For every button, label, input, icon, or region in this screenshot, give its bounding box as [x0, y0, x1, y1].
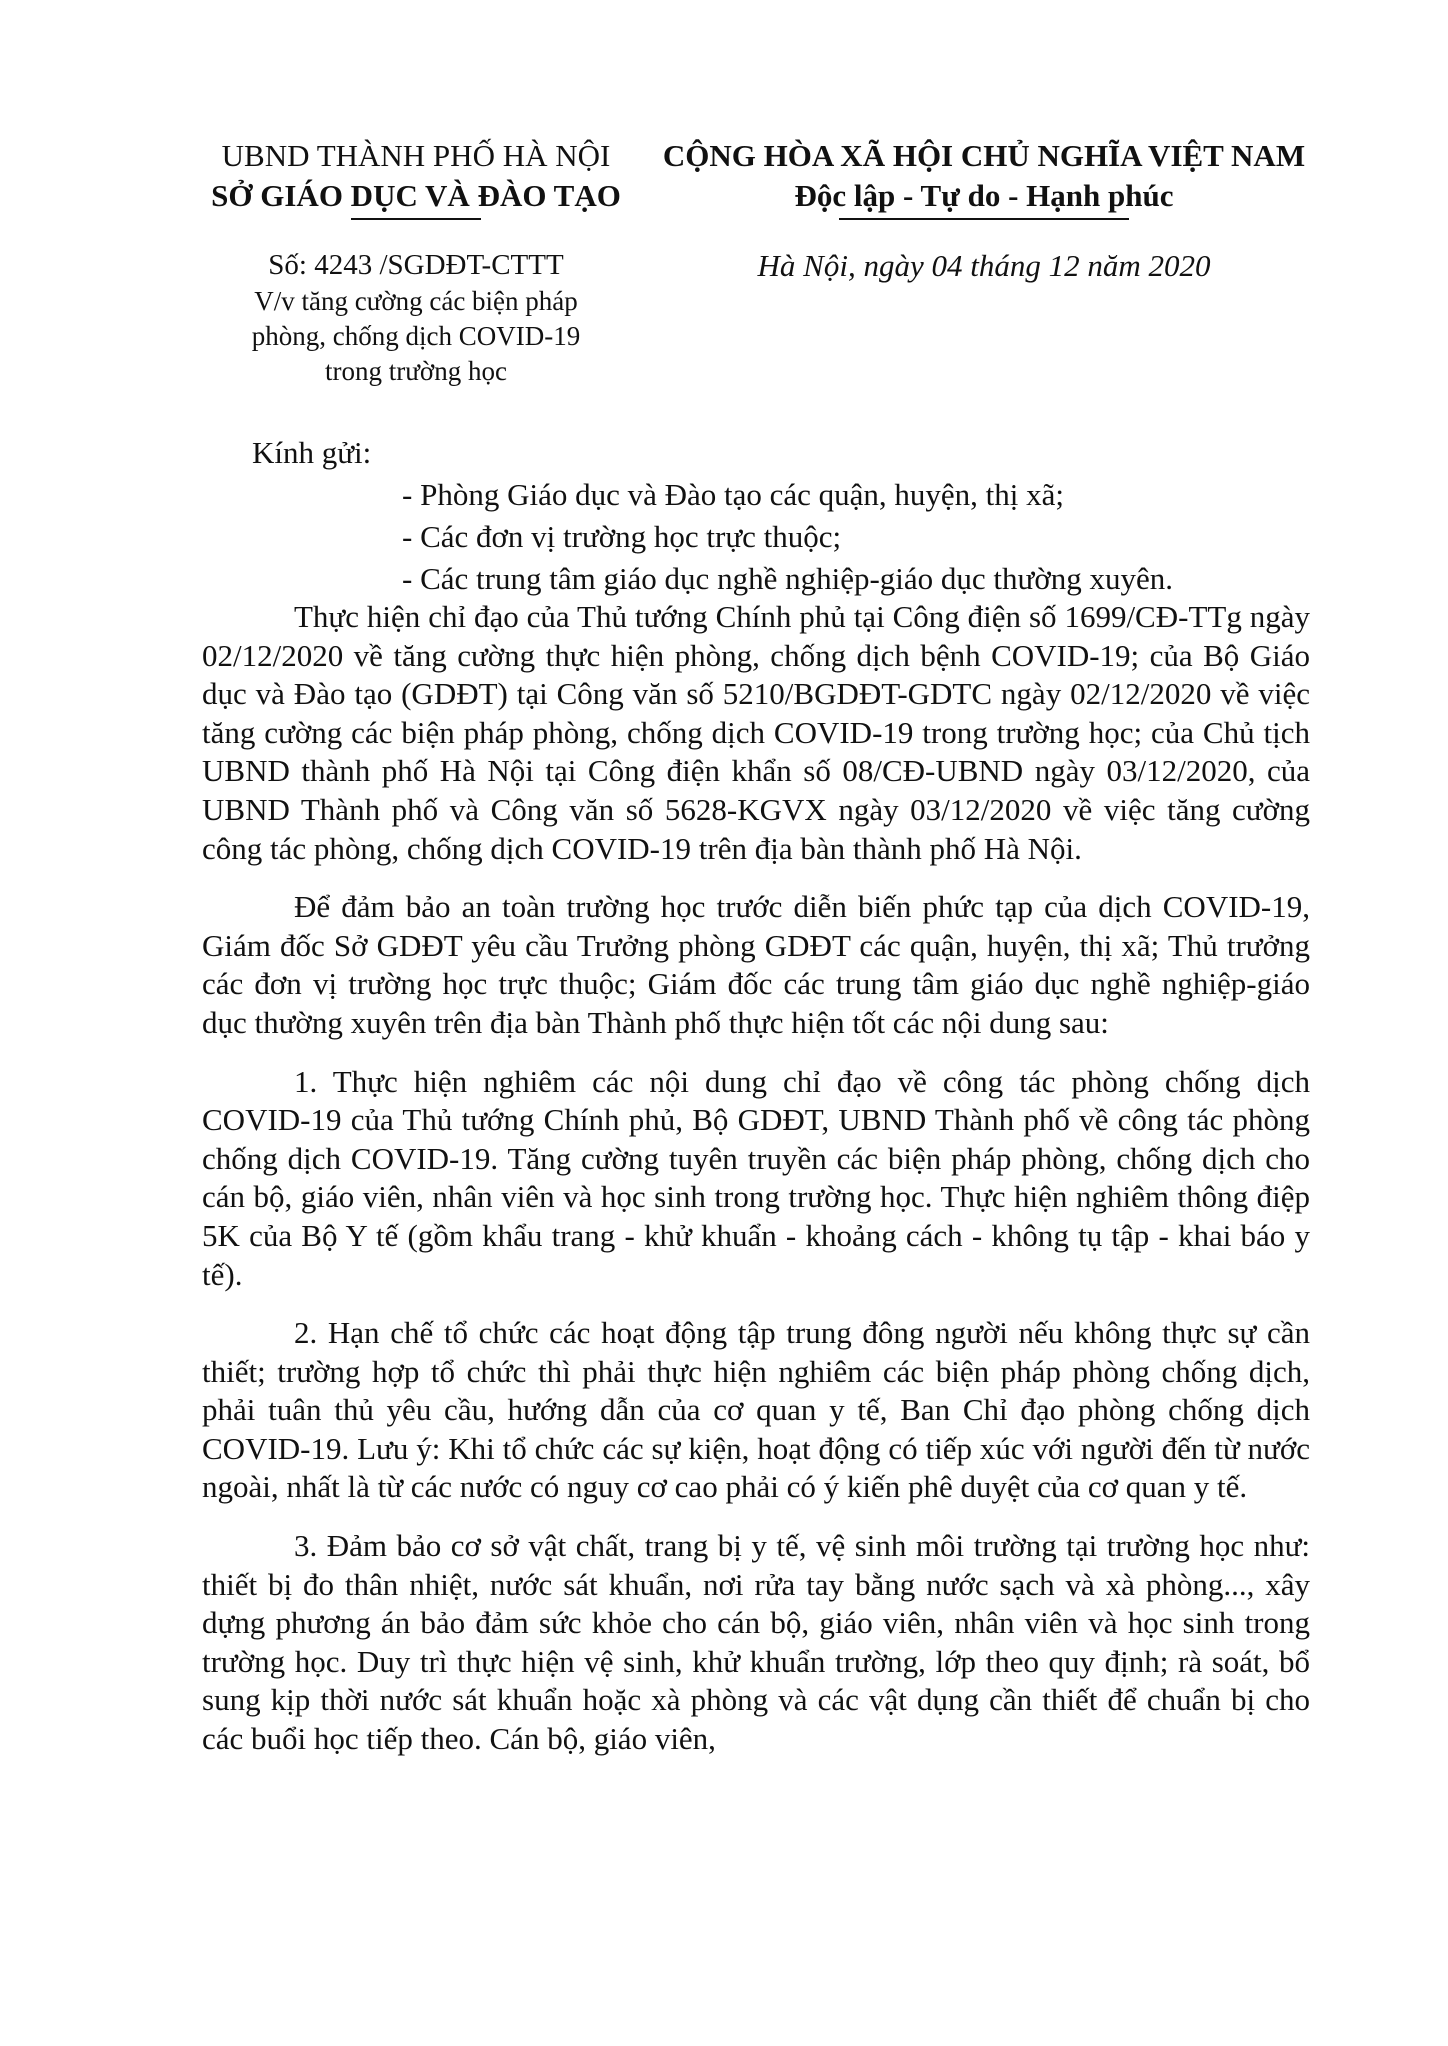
body-paragraph: 2. Hạn chế tổ chức các hoạt động tập trung đông người nếu không thực sự cần thiết; trường hợp tổ chức thì phải thực hiện nghiêm các biện pháp phòng chống dịch, phải tuân thủ yêu cầu, hướng dẫn của cơ quan y tế, Ban Chỉ đạo phòng chống dịch COVID-19. Lưu ý: Khi tổ chức các sự kiện, hoạt động có tiếp xúc với người đến từ nước ngoài, nhất là từ các nước có nguy cơ cao phải có ý kiến phê duyệt của cơ quan y tế. — [202, 1315, 1310, 1505]
motto-line-1: CỘNG HÒA XÃ HỘI CHỦ NGHĨA VIỆT NAM — [662, 138, 1306, 173]
recipient-item: - Các trung tâm giáo dục nghề nghiệp-giáo dục thường xuyên. — [402, 561, 1173, 596]
subject-line-1: V/v tăng cường các biện pháp — [254, 286, 578, 316]
issuing-authority — [196, 136, 636, 220]
motto-line-2: Độc lập - Tự do - Hạnh phúc — [794, 178, 1174, 213]
motto-underline — [839, 218, 1129, 220]
body-paragraph: Thực hiện chỉ đạo của Thủ tướng Chính phủ tại Công điện số 1699/CĐ-TTg ngày 02/12/2020 về tăng cường thực hiện phòng, chống dịch bệnh COVID-19; của Bộ Giáo dục và Đào tạo (GDĐT) tại Công văn số 5210/BGDĐT-GDTC ngày 02/12/2020 về việc tăng cường các biện pháp phòng, chống dịch COVID-19 trong trường học; của Chủ tịch UBND thành phố Hà Nội tại Công điện khẩn số 08/CĐ-UBND ngày 03/12/2020, của UBND Thành phố và Công văn số 5628-KGVX ngày 03/12/2020 về việc tăng cường công tác phòng, chống dịch COVID-19 trên địa bàn thành phố Hà Nội. — [202, 599, 1310, 866]
recipients-block — [252, 432, 1312, 600]
recipients-label: Kính gửi: — [252, 435, 372, 470]
document-body — [202, 598, 1310, 1779]
document-date: Hà Nội, ngày 04 tháng 12 năm 2020 — [757, 248, 1211, 283]
authority-line-1: UBND THÀNH PHỐ HÀ NỘI — [221, 138, 611, 173]
body-paragraph: 1. Thực hiện nghiêm các nội dung chỉ đạo về công tác phòng chống dịch COVID-19 của Thủ tướng Chính phủ, Bộ GDĐT, UBND Thành phố về công tác phòng chống dịch COVID-19. Tăng cường tuyên truyền các biện pháp phòng, chống dịch cho cán bộ, giáo viên, nhân viên và học sinh trong trường học. Thực hiện nghiêm thông điệp 5K của Bộ Y tế (gồm khẩu trang - khử khuẩn - khoảng cách - không tụ tập - khai báo y tế). — [202, 1063, 1310, 1292]
recipient-item: - Các đơn vị trường học trực thuộc; — [402, 519, 842, 554]
body-paragraph: 3. Đảm bảo cơ sở vật chất, trang bị y tế, vệ sinh môi trường tại trường học như: thiết bị đo thân nhiệt, nước sát khuẩn, nơi rửa tay bằng nước sạch và xà phòng..., xây dựng phương án bảo đảm sức khỏe cho cán bộ, giáo viên, nhân viên và học sinh trong trường học. Duy trì thực hiện vệ sinh, khử khuẩn trường, lớp theo quy định; rà soát, bổ sung kịp thời nước sát khuẩn hoặc xà phòng và các vật dụng cần thiết để chuẩn bị cho các buổi học tiếp theo. Cán bộ, giáo viên, — [202, 1528, 1310, 1757]
subject-line-3: trong trường học — [325, 356, 507, 386]
document-reference — [196, 246, 636, 389]
document-number: Số: 4243 /SGDĐT-CTTT — [268, 249, 564, 281]
national-motto — [648, 136, 1320, 220]
recipient-item: - Phòng Giáo dục và Đào tạo các quận, huyện, thị xã; — [402, 477, 1065, 512]
authority-underline — [351, 218, 481, 220]
authority-line-2: SỞ GIÁO DỤC VÀ ĐÀO TẠO — [211, 178, 621, 213]
body-paragraph: Để đảm bảo an toàn trường học trước diễn biến phức tạp của dịch COVID-19, Giám đốc Sở GDĐT yêu cầu Trưởng phòng GDĐT các quận, huyện, thị xã; Thủ trưởng các đơn vị trường học trực thuộc; Giám đốc các trung tâm giáo dục nghề nghiệp-giáo dục thường xuyên trên địa bàn Thành phố thực hiện tốt các nội dung sau: — [202, 889, 1310, 1040]
subject-line-2: phòng, chống dịch COVID-19 — [251, 321, 581, 351]
